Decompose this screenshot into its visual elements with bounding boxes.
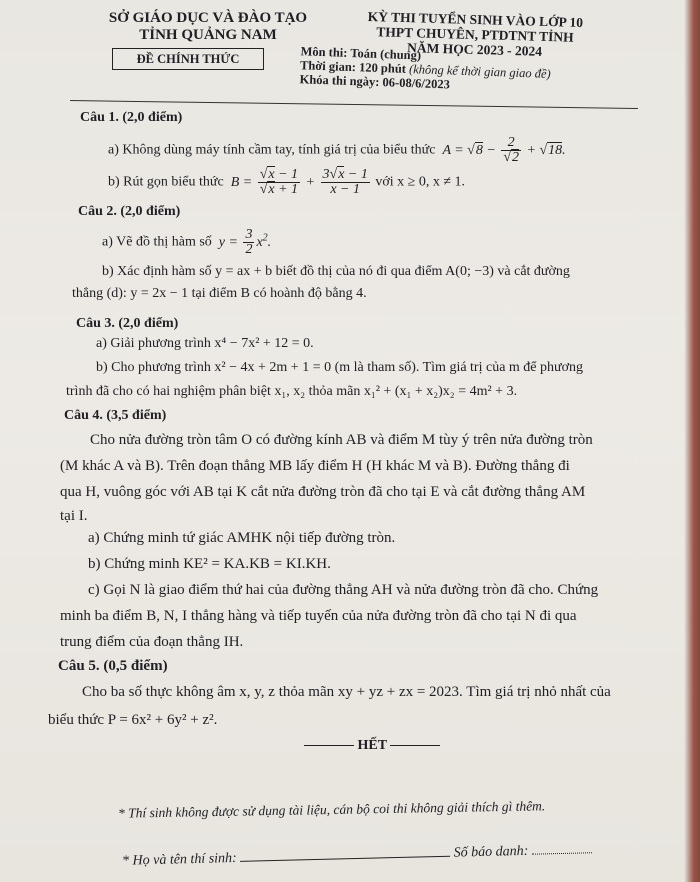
question-4-para-1: Cho nửa đường tròn tâm O có đường kính AB và điểm M tùy ý trên nửa đường tròn	[90, 432, 593, 448]
department-line-1: SỞ GIÁO DỤC VÀ ĐÀO TẠO	[108, 10, 308, 26]
footer-note: * Thí sinh không được sử dụng tài liệu, cán bộ coi thi không giải thích gì thêm.	[117, 798, 546, 821]
question-1a-text: a) Không dùng máy tính cầm tay, tính giá trị của biểu thức	[108, 142, 436, 158]
exam-line-2: THPT CHUYÊN, PTDTNT TỈNH	[376, 24, 574, 45]
question-2a-text: a) Vẽ đồ thị hàm số	[102, 234, 212, 250]
question-2b-line-1: b) Xác định hàm số y = ax + b biết đồ thị của nó đi qua điểm A(0; −3) và cắt đường	[102, 264, 570, 279]
question-4b: b) Chứng minh KE² = KA.KB = KI.KH.	[88, 556, 331, 572]
question-4-title: Câu 4. (3,5 điểm)	[64, 408, 167, 423]
question-2-title: Câu 2. (2,0 điểm)	[78, 204, 181, 219]
subject-line: Môn thi: Toán (chung)	[300, 44, 422, 63]
footer-candidate-line	[122, 842, 592, 869]
end-marker	[304, 738, 440, 754]
end-label: HẾT	[357, 738, 387, 753]
department-line-2: TỈNH QUẢNG NAM	[139, 27, 277, 43]
question-1a-formula: A = √8 − $\frac{2}{√2}$ + √18.	[438, 135, 566, 165]
time-line: Thời gian: 120 phút	[299, 58, 407, 76]
question-4c-line-1: c) Gọi N là giao điểm thứ hai của đường thẳng AH và nửa đường tròn đã cho. Chứng	[88, 582, 599, 598]
question-4-para-3: qua H, vuông góc với AB tại K cắt nửa đường tròn đã cho tại E và cắt đường thẳng AM	[60, 484, 586, 500]
paper-edge-shadow	[684, 0, 700, 882]
question-1b-condition: với x ≥ 0, x ≠ 1.	[375, 174, 466, 190]
header-divider	[70, 100, 638, 109]
question-1b-formula: B = $\frac{√x - 1}{√x + 1}$ + $\frac{3√x - 1}{x - 1}$	[227, 167, 368, 197]
question-3a: a) Giải phương trình x⁴ − 7x² + 12 = 0.	[96, 336, 314, 351]
question-3b-line-1: b) Cho phương trình x² − 4x + 2m + 1 = 0 (m là tham số). Tìm giá trị của m để phương	[96, 360, 584, 375]
exam-line-3: NĂM HỌC 2023 - 2024	[406, 40, 543, 59]
question-5-title: Câu 5. (0,5 điểm)	[58, 658, 168, 674]
question-4-para-4: tại I.	[60, 508, 88, 524]
department-header	[78, 10, 338, 44]
question-2b-line-2: thẳng (d): y = 2x − 1 tại điểm B có hoành độ bằng 4.	[72, 286, 367, 301]
question-4c-line-3: trung điểm của đoạn thẳng IH.	[60, 634, 244, 650]
question-4a: a) Chứng minh tứ giác AMHK nội tiếp đường tròn.	[88, 530, 396, 546]
question-3-title: Câu 3. (2,0 điểm)	[76, 316, 179, 331]
candidate-name-label: * Họ và tên thí sinh:	[121, 850, 237, 869]
question-1-title: Câu 1. (2,0 điểm)	[80, 110, 183, 125]
question-3b-line-2: trình đã cho có hai nghiệm phân biệt x₁, x₂ thỏa mãn x₁² + (x₁ + x₂)x₂ = 4m² + 3.	[66, 384, 518, 399]
question-1a	[108, 136, 566, 165]
candidate-number-blank[interactable]	[532, 842, 592, 854]
candidate-number-label: Số báo danh:	[453, 843, 529, 861]
question-4-para-2: (M khác A và B). Trên đoạn thẳng MB lấy điểm H (H khác M và B). Đường thẳng đi	[60, 458, 570, 474]
question-2a	[102, 228, 271, 257]
official-label-box: ĐỀ CHÍNH THỨC	[112, 48, 264, 70]
question-5-para-2: biểu thức P = 6x² + 6y² + z².	[48, 712, 218, 728]
question-2a-formula: y = $\frac{3}{2}$ $x^2$.	[215, 227, 272, 257]
exam-line-1: KỲ THI TUYỂN SINH VÀO LỚP 10	[367, 9, 584, 31]
candidate-name-blank[interactable]	[240, 846, 450, 862]
question-5-para-1: Cho ba số thực không âm x, y, z thỏa mãn xy + yz + zx = 2023. Tìm giá trị nhỏ nhất của	[82, 684, 611, 700]
question-4c-line-2: minh ba điểm B, N, I thẳng hàng và tiếp tuyến của nửa đường tròn đã cho tại N đi qua	[60, 608, 577, 624]
question-1b-text: b) Rút gọn biểu thức	[108, 174, 224, 190]
date-line: Khóa thi ngày: 06-08/6/2023	[299, 72, 451, 92]
question-1b	[108, 168, 465, 197]
time-note: (không kể thời gian giao đề)	[408, 62, 551, 81]
